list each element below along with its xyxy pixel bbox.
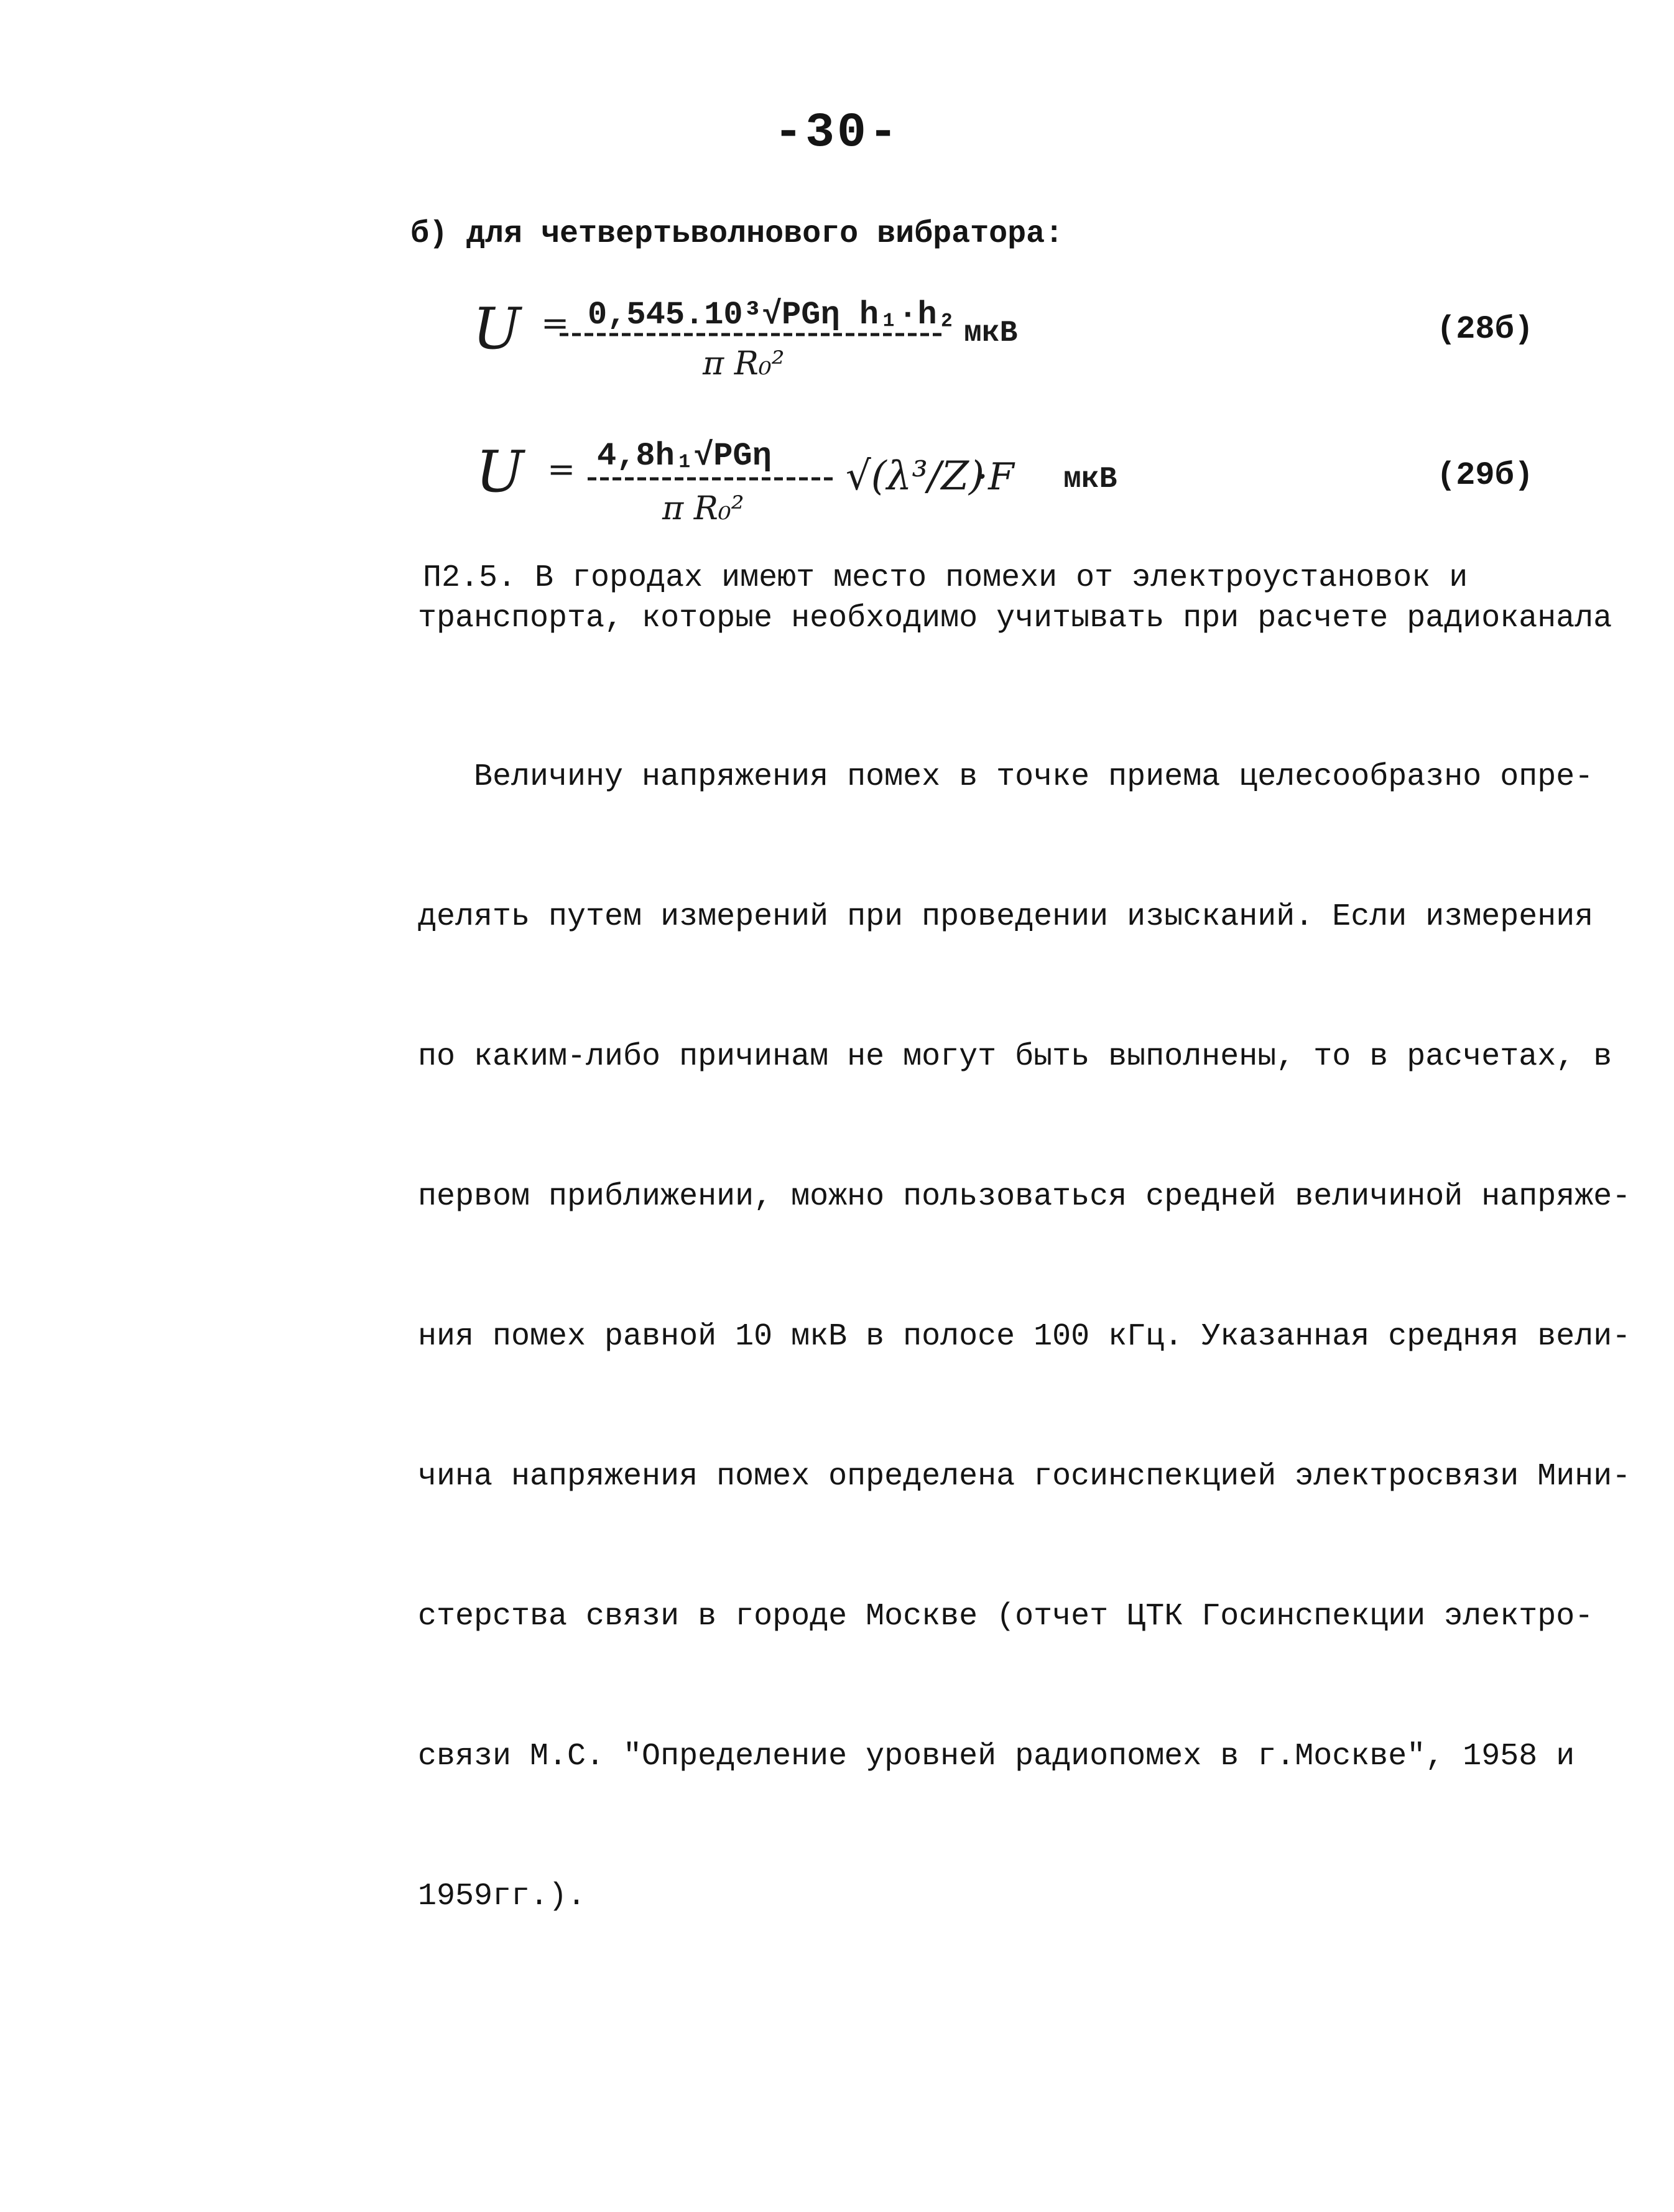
formula-28b-label: (28б)	[1436, 311, 1534, 348]
formula-28b-equals: =	[541, 303, 570, 343]
formula-29b-unit: мкВ	[1063, 463, 1117, 496]
paragraph-line: ния помех равной 10 мкВ в полосе 100 кГц. Указанная средняя вели-	[418, 1319, 1631, 1354]
page-number: -30-	[774, 106, 900, 160]
paragraph-line: Величину напряжения помех в точке приема целесообразно опре-	[418, 759, 1594, 795]
section-heading: б) для четвертьволнового вибратора:	[410, 216, 1064, 252]
formula-29b-equals: =	[547, 450, 576, 489]
paragraph-line: по каким-либо причинам не могут быть выполнены, то в расчетах, в	[418, 1039, 1612, 1075]
formula-29b-root-term: √(λ³/Z)	[846, 453, 984, 499]
formula-29b-denominator: π R₀²	[662, 490, 744, 527]
formula-28b-lhs: U	[473, 295, 521, 362]
paragraph-line: стерства связи в городе Москве (отчет ЦТК Госинспекции электро-	[418, 1599, 1594, 1634]
body-paragraph	[418, 660, 1630, 2013]
formula-29b-numerator: 4,8h₁√PGη	[597, 438, 772, 474]
paragraph-line: первом приближении, можно пользоваться средней величиной напряже-	[418, 1179, 1631, 1215]
paragraph-line: чина напряжения помех определена госинспекцией электросвязи Мини-	[418, 1459, 1631, 1494]
formula-29b-lhs: U	[476, 438, 524, 505]
formula-28b-graphic	[0, 267, 1674, 386]
section-p2-5-line-1: П2.5. В городах имеют место помехи от электроустановок и	[423, 560, 1468, 596]
formula-29b-graphic	[0, 407, 1674, 532]
formula-28b-unit: мкВ	[964, 317, 1018, 350]
paragraph-line: связи М.С. "Определение уровней радиопомех в г.Москве", 1958 и	[418, 1739, 1575, 1774]
section-p2-5-line-2: транспорта, которые необходимо учитывать при расчете радиоканала	[418, 601, 1612, 636]
paragraph-line: 1959гг.).	[418, 1879, 586, 1914]
formula-29b-factor: ·F	[976, 455, 1014, 499]
formula-29b	[0, 407, 1674, 532]
formula-28b-numerator: 0,545.10³√PGη h₁·h₂	[588, 297, 956, 333]
formula-29b-label: (29б)	[1436, 457, 1534, 494]
formula-28b	[0, 267, 1674, 386]
paragraph-line: делять путем измерений при проведении изысканий. Если измерения	[418, 899, 1594, 935]
formula-28b-denominator: π R₀²	[703, 345, 785, 382]
